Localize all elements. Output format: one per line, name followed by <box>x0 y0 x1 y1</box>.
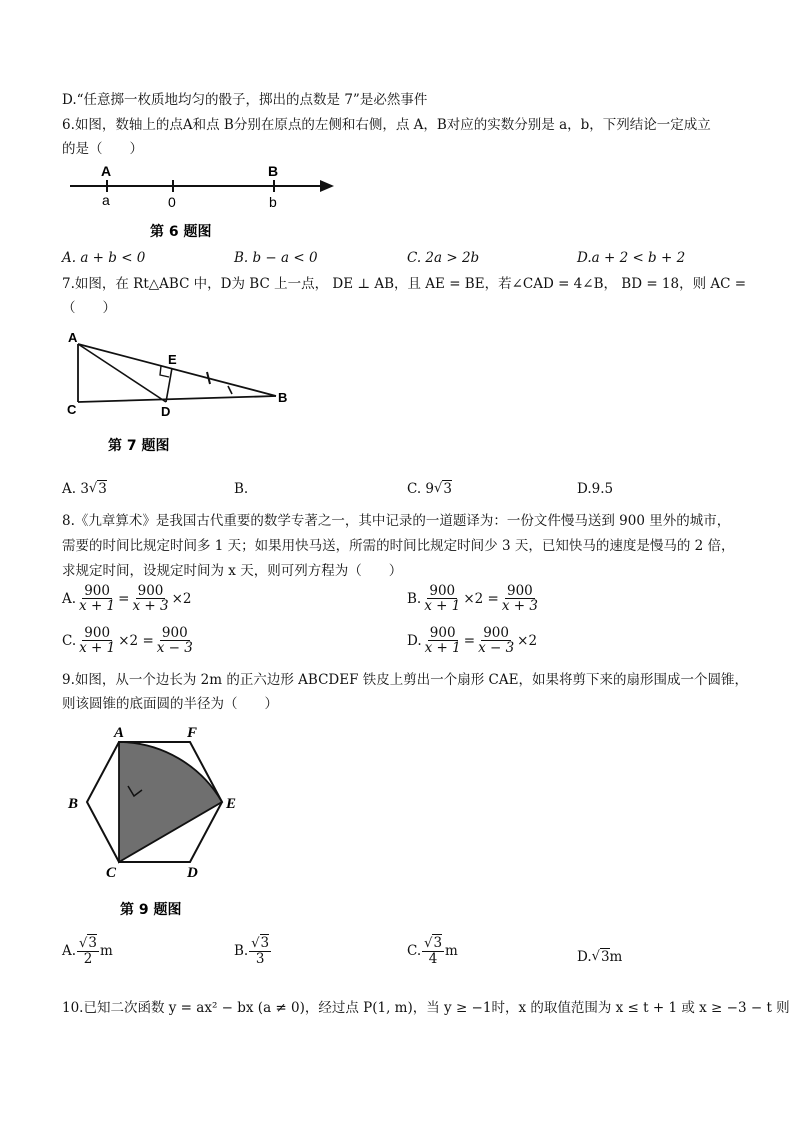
denominator: 4 <box>428 950 438 967</box>
label-a: a <box>102 192 110 208</box>
q10-stem: 10.已知二次函数 y = ax² − bx (a ≠ 0)，经过点 P(1, m)，当 y ≥ −1时，x 的取值范围为 x ≤ t + 1 或 x ≥ −3 − t 则 <box>62 1000 790 1016</box>
radical-sign-icon: √ <box>79 936 88 951</box>
radicand: 3 <box>260 935 270 951</box>
q7-figure-caption: 第 7 题图 <box>108 438 170 454</box>
label-C: C <box>106 865 117 881</box>
segment-AD <box>78 344 166 402</box>
q8-option-c <box>62 626 196 655</box>
label-A: A <box>114 725 125 741</box>
q7-stem-line1: 7.如图，在 Rt△ABC 中，D为 BC 上一点， DE ⊥ AB，且 AE = BE，若∠CAD = 4∠B， BD = 18，则 AC = <box>62 276 747 292</box>
numerator: 900 <box>84 583 110 599</box>
option-label: A. <box>62 942 77 959</box>
q7-option-a-radicand: 3 <box>98 481 107 497</box>
radical-sign-icon: √ <box>88 480 98 496</box>
operator: ×2 <box>517 632 538 649</box>
label-A: A <box>101 163 112 179</box>
label-D: D <box>187 865 198 881</box>
q6-option-a: A. a + b < 0 <box>62 250 146 266</box>
q9-stem-line2: 则该圆锥的底面圆的半径为（ ） <box>62 696 278 712</box>
fraction <box>500 584 540 613</box>
radicand: 3 <box>88 935 97 951</box>
fraction <box>249 936 271 966</box>
segment-DE <box>166 368 172 402</box>
q9-option-a <box>62 936 113 966</box>
q7-stem-line2: （ ） <box>62 300 116 316</box>
numerator: 900 <box>429 625 456 641</box>
label-0: 0 <box>168 194 176 210</box>
q7-option-a-prefix: A. 3 <box>62 480 89 497</box>
radical-sign-icon: √ <box>424 936 433 951</box>
denominator: x + 3 <box>501 598 538 615</box>
label-C: C <box>67 402 77 417</box>
label-F: F <box>187 725 198 741</box>
numerator <box>249 936 271 952</box>
denominator: x + 1 <box>424 640 461 657</box>
denominator: x + 1 <box>79 598 116 615</box>
q7-option-c-radicand: 3 <box>443 481 452 497</box>
q6-figure-caption: 第 6 题图 <box>150 224 212 240</box>
option-label: B. <box>407 590 422 607</box>
numerator: 900 <box>429 583 456 599</box>
label-A: A <box>68 330 78 345</box>
q8-stem-line2: 需要的时间比规定时间多 1 天；如果用快马送，所需的时间比规定时间少 3 天，已知快马的速度是慢马的 2 倍， <box>62 538 735 554</box>
denominator: x + 1 <box>424 598 461 615</box>
q9-option-d <box>577 948 622 965</box>
q6-stem-line1: 6.如图，数轴上的点A和点 B分别在原点的左侧和右侧，点 A，B对应的实数分别是 a，b，下列结论一定成立 <box>62 117 711 133</box>
sector-CAE <box>119 742 222 862</box>
q8-stem-line3: 求规定时间，设规定时间为 x 天，则可列方程为（ ） <box>62 563 403 579</box>
angle-mark-2 <box>228 386 232 394</box>
q6-option-b: B. b − a < 0 <box>234 250 318 266</box>
radicand: 3 <box>600 949 610 965</box>
radical-sign-icon: √ <box>434 480 443 496</box>
q9-option-c <box>407 936 458 966</box>
q5-option-d: D.“任意掷一枚质地均匀的骰子，掷出的点数是 7”是必然事件 <box>62 92 428 108</box>
option-label: D. <box>407 632 422 649</box>
numerator: 900 <box>161 625 188 641</box>
fraction <box>423 626 463 655</box>
number-line-arrow-icon <box>320 180 334 192</box>
label-B: B <box>68 796 79 812</box>
numerator: 900 <box>507 583 533 599</box>
label-E: E <box>226 796 237 812</box>
q9-option-b <box>234 936 272 966</box>
option-label: D. <box>577 948 592 965</box>
label-B: B <box>268 163 279 179</box>
denominator: x + 3 <box>132 598 169 615</box>
fraction <box>77 584 117 613</box>
label-E: E <box>168 352 177 367</box>
option-label: B. <box>234 942 249 959</box>
q8-option-a <box>62 584 191 613</box>
denominator: 2 <box>83 950 93 967</box>
q7-option-a <box>62 480 107 497</box>
operator: = <box>118 590 130 607</box>
unit: m <box>99 942 113 959</box>
q7-option-c-prefix: C. 9 <box>407 480 435 497</box>
operator: = <box>463 632 476 649</box>
operator: ×2 = <box>118 632 154 649</box>
radicand: 3 <box>433 935 443 951</box>
q7-option-d: D.9.5 <box>577 481 614 497</box>
q6-option-c: C. 2a > 2b <box>407 250 480 266</box>
fraction <box>130 584 170 613</box>
denominator: x − 3 <box>156 640 193 657</box>
q6-option-d: D.a + 2 < b + 2 <box>577 250 686 266</box>
unit: m <box>445 942 458 959</box>
denominator: 3 <box>255 950 265 967</box>
numerator: 900 <box>483 625 509 641</box>
denominator: x − 3 <box>478 640 515 657</box>
q7-triangle-figure <box>62 330 302 460</box>
operator: ×2 <box>171 590 192 607</box>
unit: m <box>609 948 623 965</box>
fraction <box>476 626 516 655</box>
q7-option-b: B. <box>234 481 249 497</box>
side-AB <box>78 344 276 396</box>
numerator: 900 <box>137 583 164 599</box>
option-label: A. <box>62 590 77 607</box>
side-CB <box>78 396 276 402</box>
q7-option-c <box>407 480 452 497</box>
radical-sign-icon: √ <box>591 948 600 964</box>
fraction <box>155 626 195 655</box>
option-label: C. <box>62 632 77 649</box>
fraction <box>422 584 462 613</box>
numerator: 900 <box>84 625 111 641</box>
q8-option-d <box>407 626 537 655</box>
fraction <box>77 626 117 655</box>
fraction <box>77 936 99 966</box>
numerator <box>422 936 444 952</box>
q8-stem-line1: 8.《九章算术》是我国古代重要的数学专著之一，其中记录的一道题译为：一份文件慢马送到 900 里外的城市， <box>62 513 731 529</box>
numerator <box>77 936 99 952</box>
q8-option-b <box>407 584 541 613</box>
label-B: B <box>278 390 288 405</box>
label-b: b <box>269 194 277 210</box>
q9-hexagon-figure <box>62 720 262 925</box>
q9-stem-line1: 9.如图，从一个边长为 2m 的正六边形 ABCDEF 铁皮上剪出一个扇形 CAE，如果将剪下来的扇形围成一个圆锥， <box>62 672 748 688</box>
radical-sign-icon: √ <box>251 936 260 951</box>
option-label: C. <box>407 942 422 959</box>
operator: ×2 = <box>463 590 499 607</box>
q6-number-line-figure <box>62 160 342 240</box>
fraction <box>422 936 444 966</box>
denominator: x + 1 <box>79 640 116 657</box>
label-D: D <box>161 404 171 419</box>
q9-figure-caption: 第 9 题图 <box>120 902 182 918</box>
q6-stem-line2: 的是（ ） <box>62 141 143 157</box>
